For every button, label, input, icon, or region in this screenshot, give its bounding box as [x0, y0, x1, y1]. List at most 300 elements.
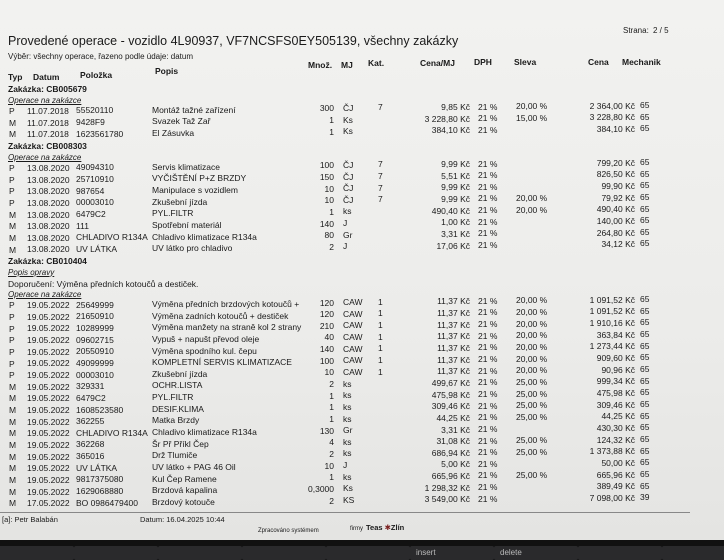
- page-number: 2 / 5: [653, 26, 669, 35]
- cell-dph: 21 %: [478, 158, 498, 169]
- cell-datum: 19.05.2022: [27, 486, 70, 497]
- cell-datum: 13.08.2020: [27, 162, 70, 173]
- cell-cena: 909,60 Kč: [596, 353, 635, 364]
- cell-mj: CAW: [343, 366, 363, 377]
- cell-mech: 65: [640, 238, 650, 249]
- cell-mech: 65: [640, 410, 650, 421]
- cell-popis: Vypuš + napušt převod oleje: [152, 333, 260, 344]
- cell-dph: 21 %: [478, 342, 498, 353]
- cell-polozka: 1629068880: [76, 486, 124, 497]
- cell-sleva: 20,00 %: [516, 193, 548, 204]
- keyboard-key: [662, 546, 724, 560]
- cell-mnoz: 1: [329, 115, 334, 125]
- cell-popis: PYL.FILTR: [152, 392, 194, 403]
- cell-datum: 19.05.2022: [27, 370, 70, 381]
- col-cena: Cena: [588, 57, 609, 67]
- cell-cena: 490,40 Kč: [596, 204, 635, 215]
- cell-popis: VYČIŠTĚNÍ P+Z BRZDY: [152, 173, 247, 184]
- cell-polozka: 1608523580: [76, 404, 124, 415]
- cell-cena: 44,25 Kč: [601, 411, 635, 422]
- cell-mech: 65: [640, 422, 650, 433]
- cell-mj: CAW: [343, 308, 363, 319]
- cell-datum: 19.05.2022: [27, 404, 70, 415]
- cell-mech: 65: [640, 352, 650, 363]
- cell-typ: M: [9, 440, 17, 451]
- cell-popis: OCHR.LISTA: [152, 380, 203, 391]
- cell-dph: 21 %: [478, 113, 498, 124]
- cell-mnoz: 4: [329, 437, 334, 448]
- cell-polozka: 55520110: [76, 105, 114, 116]
- cell-cena_mj: 9,99 Kč: [441, 182, 470, 193]
- cell-mech: 65: [640, 329, 650, 340]
- cell-mj: ČJ: [343, 194, 354, 205]
- processed-by: [a]: Petr Balabán: [2, 515, 58, 524]
- cell-dph: 21 %: [478, 193, 498, 204]
- keyboard-key: insert: [410, 546, 494, 560]
- cell-sleva: 25,00 %: [516, 411, 548, 422]
- cell-sleva: 20,00 %: [516, 341, 548, 352]
- cell-mj: ČJ: [343, 183, 354, 194]
- cell-typ: M: [9, 393, 17, 404]
- cell-dph: 21 %: [478, 353, 498, 364]
- cell-dph: 21 %: [478, 400, 498, 411]
- cell-mnoz: 1: [329, 414, 334, 425]
- cell-cena: 389,49 Kč: [596, 481, 635, 492]
- cell-mj: KS: [343, 495, 355, 506]
- cell-polozka: 09602715: [76, 334, 114, 345]
- cell-mnoz: 80: [324, 230, 334, 241]
- cell-mj: ks: [343, 448, 352, 459]
- cell-dph: 21 %: [478, 412, 498, 423]
- selection-note: Výběr: všechny operace, řazeno podle údaje: datum: [8, 52, 194, 61]
- cell-typ: P: [9, 174, 15, 185]
- cell-cena: 79,92 Kč: [601, 192, 635, 203]
- cell-cena: 1 091,52 Kč: [589, 306, 635, 317]
- cell-datum: 19.05.2022: [27, 474, 70, 485]
- cell-polozka: CHLADIVO R134A: [76, 232, 148, 243]
- cell-typ: M: [9, 428, 17, 439]
- cell-polozka: 49094310: [76, 162, 114, 173]
- cell-mech: 65: [640, 480, 650, 491]
- cell-datum: 19.05.2022: [27, 416, 70, 427]
- cell-kat: 1: [378, 366, 383, 377]
- cell-polozka: 1623561780: [76, 128, 124, 139]
- cell-kat: 1: [378, 296, 383, 307]
- order-label: Zakázka: CB008303: [8, 140, 87, 151]
- cell-dph: 21 %: [478, 447, 498, 458]
- cell-kat: 7: [378, 182, 383, 193]
- cell-datum: 19.05.2022: [27, 323, 70, 334]
- cell-popis: DESIF.KLIMA: [152, 403, 204, 414]
- cell-cena_mj: 11,37 Kč: [437, 366, 470, 377]
- col-datum: Datum: [33, 72, 60, 82]
- cell-dph: 21 %: [478, 228, 498, 239]
- cell-cena: 1 910,16 Kč: [589, 318, 635, 329]
- cell-dph: 21 %: [478, 319, 498, 330]
- cell-popis: Zkušební jízda: [152, 368, 208, 379]
- cell-datum: 19.05.2022: [27, 381, 70, 392]
- cell-datum: 11.07.2018: [27, 129, 69, 140]
- cell-mj: J: [343, 218, 348, 229]
- cell-mj: ČJ: [343, 159, 354, 170]
- cell-dph: 21 %: [478, 216, 498, 227]
- operations-subheading: Operace na zakázce: [8, 289, 82, 299]
- cell-sleva: 15,00 %: [516, 112, 548, 123]
- col-polozka: Položka: [80, 70, 113, 80]
- cell-popis: Chladivo klimatizace R134a: [152, 231, 257, 242]
- keyboard-key: [578, 546, 662, 560]
- cell-sleva: 25,00 %: [516, 470, 548, 481]
- cell-typ: P: [9, 370, 15, 381]
- cell-cena: 264,80 Kč: [596, 227, 635, 238]
- cell-polozka: 10289999: [76, 322, 114, 333]
- cell-typ: P: [9, 335, 15, 346]
- cell-polozka: 21650910: [76, 311, 114, 322]
- cell-mnoz: 2: [329, 448, 334, 459]
- cell-typ: M: [9, 451, 17, 462]
- cell-cena: 430,30 Kč: [596, 422, 635, 433]
- cell-mech: 39: [640, 492, 650, 503]
- cell-dph: 21 %: [478, 435, 498, 446]
- cell-datum: 11.07.2018: [27, 105, 69, 116]
- cell-cena_mj: 11,37 Kč: [437, 319, 470, 330]
- cell-mech: 65: [640, 180, 650, 191]
- cell-sleva: 20,00 %: [516, 318, 548, 329]
- cell-mech: 65: [640, 340, 650, 351]
- cell-sleva: 25,00 %: [516, 376, 548, 387]
- cell-mj: ks: [343, 401, 352, 412]
- cell-cena_mj: 3 549,00 Kč: [424, 494, 470, 505]
- cell-cena: 1 373,88 Kč: [589, 446, 635, 457]
- cell-dph: 21 %: [478, 388, 498, 399]
- cell-mj: ČJ: [343, 171, 354, 182]
- cell-mj: CAW: [343, 343, 363, 354]
- cell-dph: 21 %: [478, 307, 498, 318]
- page-label: Strana:: [623, 26, 649, 35]
- col-mj: MJ: [341, 60, 353, 70]
- cell-datum: 19.05.2022: [27, 300, 70, 311]
- cell-cena: 826,50 Kč: [596, 169, 635, 180]
- cell-cena_mj: 384,10 Kč: [431, 125, 470, 136]
- cell-popis: UV látko + PAG 46 Oil: [152, 462, 236, 473]
- cell-mech: 65: [640, 156, 650, 167]
- cell-typ: P: [9, 323, 15, 334]
- cell-mnoz: 40: [324, 332, 334, 343]
- cell-typ: M: [9, 221, 17, 232]
- operations-subheading: Operace na zakázce: [8, 152, 82, 162]
- cell-typ: M: [9, 209, 17, 220]
- cell-kat: 1: [378, 320, 383, 330]
- cell-cena_mj: 11,37 Kč: [437, 331, 470, 342]
- col-typ: Typ: [8, 72, 23, 82]
- cell-mnoz: 120: [319, 309, 334, 320]
- cell-typ: P: [9, 358, 15, 369]
- cell-mnoz: 300: [319, 103, 334, 114]
- cell-mnoz: 120: [319, 297, 334, 308]
- cell-cena: 665,96 Kč: [596, 469, 635, 480]
- repair-description-heading: Popis opravy: [8, 267, 55, 277]
- cell-cena_mj: 490,40 Kč: [431, 205, 470, 216]
- cell-cena: 475,98 Kč: [596, 388, 635, 399]
- cell-datum: 19.05.2022: [27, 463, 70, 474]
- cell-cena: 799,20 Kč: [596, 157, 635, 168]
- cell-dph: 21 %: [478, 101, 498, 112]
- cell-cena: 309,46 Kč: [596, 399, 635, 410]
- cell-typ: M: [9, 475, 17, 486]
- cell-mj: ks: [343, 436, 352, 447]
- cell-sleva: 25,00 %: [516, 446, 548, 457]
- cell-mnoz: 150: [319, 172, 334, 182]
- cell-dph: 21 %: [478, 365, 498, 376]
- cell-dph: 21 %: [478, 240, 498, 251]
- cell-popis: Chladivo klimatizace R134a: [152, 427, 257, 438]
- cell-cena_mj: 1 298,32 Kč: [424, 482, 470, 493]
- cell-dph: 21 %: [478, 181, 498, 192]
- cell-typ: P: [9, 186, 15, 197]
- cell-polozka: 362268: [76, 439, 105, 450]
- cell-polozka: 9817375080: [76, 474, 124, 485]
- cell-mnoz: 1: [329, 390, 334, 401]
- cell-cena: 363,84 Kč: [596, 329, 635, 340]
- cell-popis: Montáž tažné zařízení: [152, 104, 236, 115]
- cell-cena_mj: 5,00 Kč: [441, 459, 470, 470]
- cell-cena_mj: 309,46 Kč: [431, 401, 470, 412]
- cell-polozka: 20550910: [76, 346, 114, 357]
- cell-typ: M: [9, 405, 17, 416]
- table-row: [0, 492, 724, 509]
- cell-sleva: 20,00 %: [516, 295, 548, 306]
- cell-mj: ks: [343, 206, 352, 217]
- cell-mj: ks: [343, 413, 352, 424]
- cell-mech: 65: [640, 387, 650, 398]
- cell-mech: 65: [640, 226, 650, 237]
- cell-mech: 65: [640, 445, 650, 456]
- cell-cena_mj: 1,00 Kč: [441, 217, 470, 228]
- cell-polozka: 49099999: [76, 357, 114, 368]
- cell-popis: Svazek Taž Zař: [152, 116, 211, 127]
- cell-sleva: 20,00 %: [516, 353, 548, 364]
- cell-kat: 7: [378, 159, 383, 170]
- cell-cena: 124,32 Kč: [596, 434, 635, 445]
- cell-mnoz: 1: [329, 402, 334, 413]
- cell-mech: 65: [640, 203, 650, 214]
- cell-mnoz: 140: [319, 344, 334, 355]
- cell-mnoz: 10: [324, 367, 334, 378]
- cell-datum: 13.08.2020: [27, 244, 70, 255]
- cell-cena: 90,96 Kč: [601, 364, 635, 375]
- cell-cena: 384,10 Kč: [596, 123, 635, 134]
- cell-cena: 140,00 Kč: [596, 215, 635, 226]
- cell-mj: Gr: [343, 229, 353, 240]
- cell-mnoz: 130: [319, 425, 334, 436]
- cell-popis: Drž Tlumiče: [152, 450, 198, 461]
- cell-typ: M: [9, 244, 17, 255]
- cell-kat: 1: [378, 308, 383, 319]
- cell-dph: 21 %: [478, 205, 498, 216]
- cell-sleva: 25,00 %: [516, 435, 548, 446]
- cell-mech: 65: [640, 191, 650, 202]
- cell-dph: 21 %: [478, 423, 498, 434]
- cell-datum: 13.08.2020: [27, 186, 70, 197]
- cell-kat: 1: [378, 331, 383, 342]
- cell-typ: M: [9, 498, 17, 509]
- cell-mnoz: 140: [319, 218, 334, 229]
- cell-popis: KOMPLETNÍ SERVIS KLIMATIZACE: [152, 357, 292, 368]
- cell-popis: Výměna zadních kotoučů + destiček: [152, 310, 289, 321]
- cell-sleva: 20,00 %: [516, 204, 548, 215]
- cell-datum: 13.08.2020: [27, 174, 70, 185]
- cell-datum: 13.08.2020: [27, 209, 70, 220]
- cell-kat: 7: [378, 194, 383, 205]
- cell-cena_mj: 5,51 Kč: [441, 170, 470, 181]
- cell-mech: 65: [640, 168, 650, 179]
- cell-datum: 19.05.2022: [27, 358, 70, 369]
- cell-cena: 50,00 Kč: [601, 457, 635, 468]
- cell-mnoz: 2: [329, 379, 334, 390]
- cell-cena_mj: 11,37 Kč: [437, 354, 470, 365]
- cell-typ: M: [9, 486, 17, 497]
- cell-dph: 21 %: [478, 170, 498, 181]
- cell-polozka: 25649999: [76, 299, 114, 310]
- cell-cena_mj: 9,85 Kč: [441, 102, 470, 113]
- cell-typ: P: [9, 198, 15, 209]
- cell-polozka: CHLADIVO R134A: [76, 427, 148, 438]
- cell-dph: 21 %: [478, 482, 498, 493]
- cell-mnoz: 10: [324, 183, 334, 194]
- cell-mj: Gr: [343, 425, 353, 436]
- cell-cena_mj: 9,99 Kč: [441, 159, 470, 170]
- cell-datum: 13.08.2020: [27, 221, 70, 232]
- table-row: [0, 123, 724, 140]
- cell-mj: Ks: [343, 483, 353, 494]
- cell-datum: 19.05.2022: [27, 393, 70, 404]
- col-kat: Kat.: [368, 58, 385, 68]
- cell-mnoz: 10: [324, 195, 334, 206]
- cell-mnoz: 2: [329, 495, 334, 506]
- cell-datum: 19.05.2022: [27, 451, 70, 462]
- cell-datum: 13.08.2020: [27, 197, 70, 208]
- keyboard-key: [74, 546, 158, 560]
- col-cena-mj: Cena/MJ: [420, 58, 455, 68]
- print-date: Datum: 16.04.2025 10:44: [140, 515, 225, 524]
- cell-polozka: 111: [76, 220, 89, 231]
- cell-cena_mj: 9,99 Kč: [441, 194, 470, 205]
- cell-polozka: 987654: [76, 185, 105, 196]
- cell-popis: Výměna spodního kul. čepu: [152, 345, 257, 356]
- cell-cena: 1 091,52 Kč: [589, 294, 635, 305]
- cell-sleva: 20,00 %: [516, 307, 548, 317]
- cell-mech: 65: [640, 398, 650, 409]
- cell-polozka: 365016: [76, 451, 105, 462]
- cell-dph: 21 %: [478, 330, 498, 341]
- cell-polozka: BO 0986479400: [76, 497, 138, 508]
- cell-mech: 65: [640, 123, 650, 134]
- cell-typ: P: [9, 163, 15, 174]
- cell-polozka: 6479C2: [76, 209, 106, 220]
- cell-cena_mj: 3,31 Kč: [441, 424, 470, 435]
- cell-datum: 19.05.2022: [27, 439, 70, 450]
- cell-datum: 19.05.2022: [27, 346, 70, 357]
- cell-typ: M: [9, 233, 17, 243]
- cell-mnoz: 1: [329, 126, 334, 137]
- cell-mnoz: 1: [329, 206, 334, 217]
- firm-name-text: Teas: [366, 523, 385, 532]
- cell-popis: Manipulace s vozidlem: [152, 185, 238, 196]
- cell-mnoz: 0,3000: [308, 483, 334, 494]
- cell-popis: UV látko pro chladivo: [152, 243, 233, 254]
- cell-dph: 21 %: [478, 295, 498, 306]
- cell-mj: ks: [343, 378, 352, 389]
- col-dph: DPH: [474, 57, 492, 67]
- table-row: [0, 238, 724, 255]
- cell-sleva: 20,00 %: [516, 101, 548, 112]
- cell-cena: 3 228,80 Kč: [589, 112, 635, 123]
- cell-cena_mj: 31,08 Kč: [436, 436, 470, 447]
- operations-subheading: Operace na zakázce: [8, 95, 82, 105]
- cell-dph: 21 %: [478, 493, 498, 504]
- cell-mech: 65: [640, 468, 650, 479]
- order-label: Zakázka: CB005679: [8, 83, 87, 94]
- cell-popis: Výměna předních brzdových kotoučů +: [152, 298, 300, 309]
- cell-kat: 7: [378, 171, 383, 182]
- cell-datum: 19.05.2022: [27, 311, 70, 322]
- cell-mnoz: 10: [324, 460, 334, 471]
- cell-mj: CAW: [343, 320, 363, 331]
- cell-sleva: 25,00 %: [516, 388, 548, 399]
- cell-typ: P: [9, 300, 15, 311]
- cell-mnoz: 210: [319, 320, 334, 331]
- col-sleva: Sleva: [514, 57, 537, 67]
- cell-mj: ČJ: [343, 102, 354, 113]
- firm-label: firmy: [350, 526, 363, 532]
- cell-mj: CAW: [343, 355, 363, 366]
- cell-kat: 1: [378, 343, 383, 354]
- cell-mech: 65: [640, 111, 650, 122]
- cell-mech: 65: [640, 433, 650, 444]
- cell-dph: 21 %: [478, 377, 498, 388]
- cell-popis: Zkušební jízda: [152, 196, 208, 207]
- cell-cena_mj: 17,06 Kč: [436, 240, 470, 251]
- cell-cena_mj: 11,37 Kč: [437, 296, 470, 307]
- col-mnoz: Množ.: [308, 60, 333, 70]
- cell-cena_mj: 3,31 Kč: [441, 229, 470, 240]
- cell-polozka: 9428F9: [76, 117, 105, 128]
- cell-dph: 21 %: [478, 458, 498, 469]
- cell-popis: PYL.FILTR: [152, 208, 194, 219]
- cell-polozka: 00003010: [76, 369, 114, 380]
- firm-city: Zlín: [390, 523, 405, 532]
- cell-mj: Ks: [343, 114, 353, 125]
- cell-sleva: 20,00 %: [516, 330, 548, 341]
- cell-kat: 7: [378, 102, 383, 113]
- cell-dph: 21 %: [478, 470, 498, 481]
- cell-typ: M: [9, 129, 17, 140]
- system-label: Zpracováno systémem: [258, 528, 319, 534]
- cell-sleva: 25,00 %: [516, 400, 548, 411]
- cell-mnoz: 100: [319, 355, 334, 366]
- cell-mech: 65: [640, 375, 650, 386]
- keyboard-key: [242, 546, 326, 560]
- cell-cena_mj: 475,98 Kč: [431, 389, 470, 400]
- cell-datum: 19.05.2022: [27, 428, 70, 439]
- cell-datum: 13.08.2020: [27, 232, 70, 243]
- cell-popis: Spotřební materiál: [152, 219, 222, 230]
- cell-sleva: 20,00 %: [516, 365, 548, 376]
- order-label: Zakázka: CB010404: [8, 255, 87, 266]
- cell-typ: M: [9, 381, 17, 392]
- cell-cena_mj: 11,37 Kč: [437, 342, 470, 353]
- firm-logo-mark: ✱: [384, 523, 391, 532]
